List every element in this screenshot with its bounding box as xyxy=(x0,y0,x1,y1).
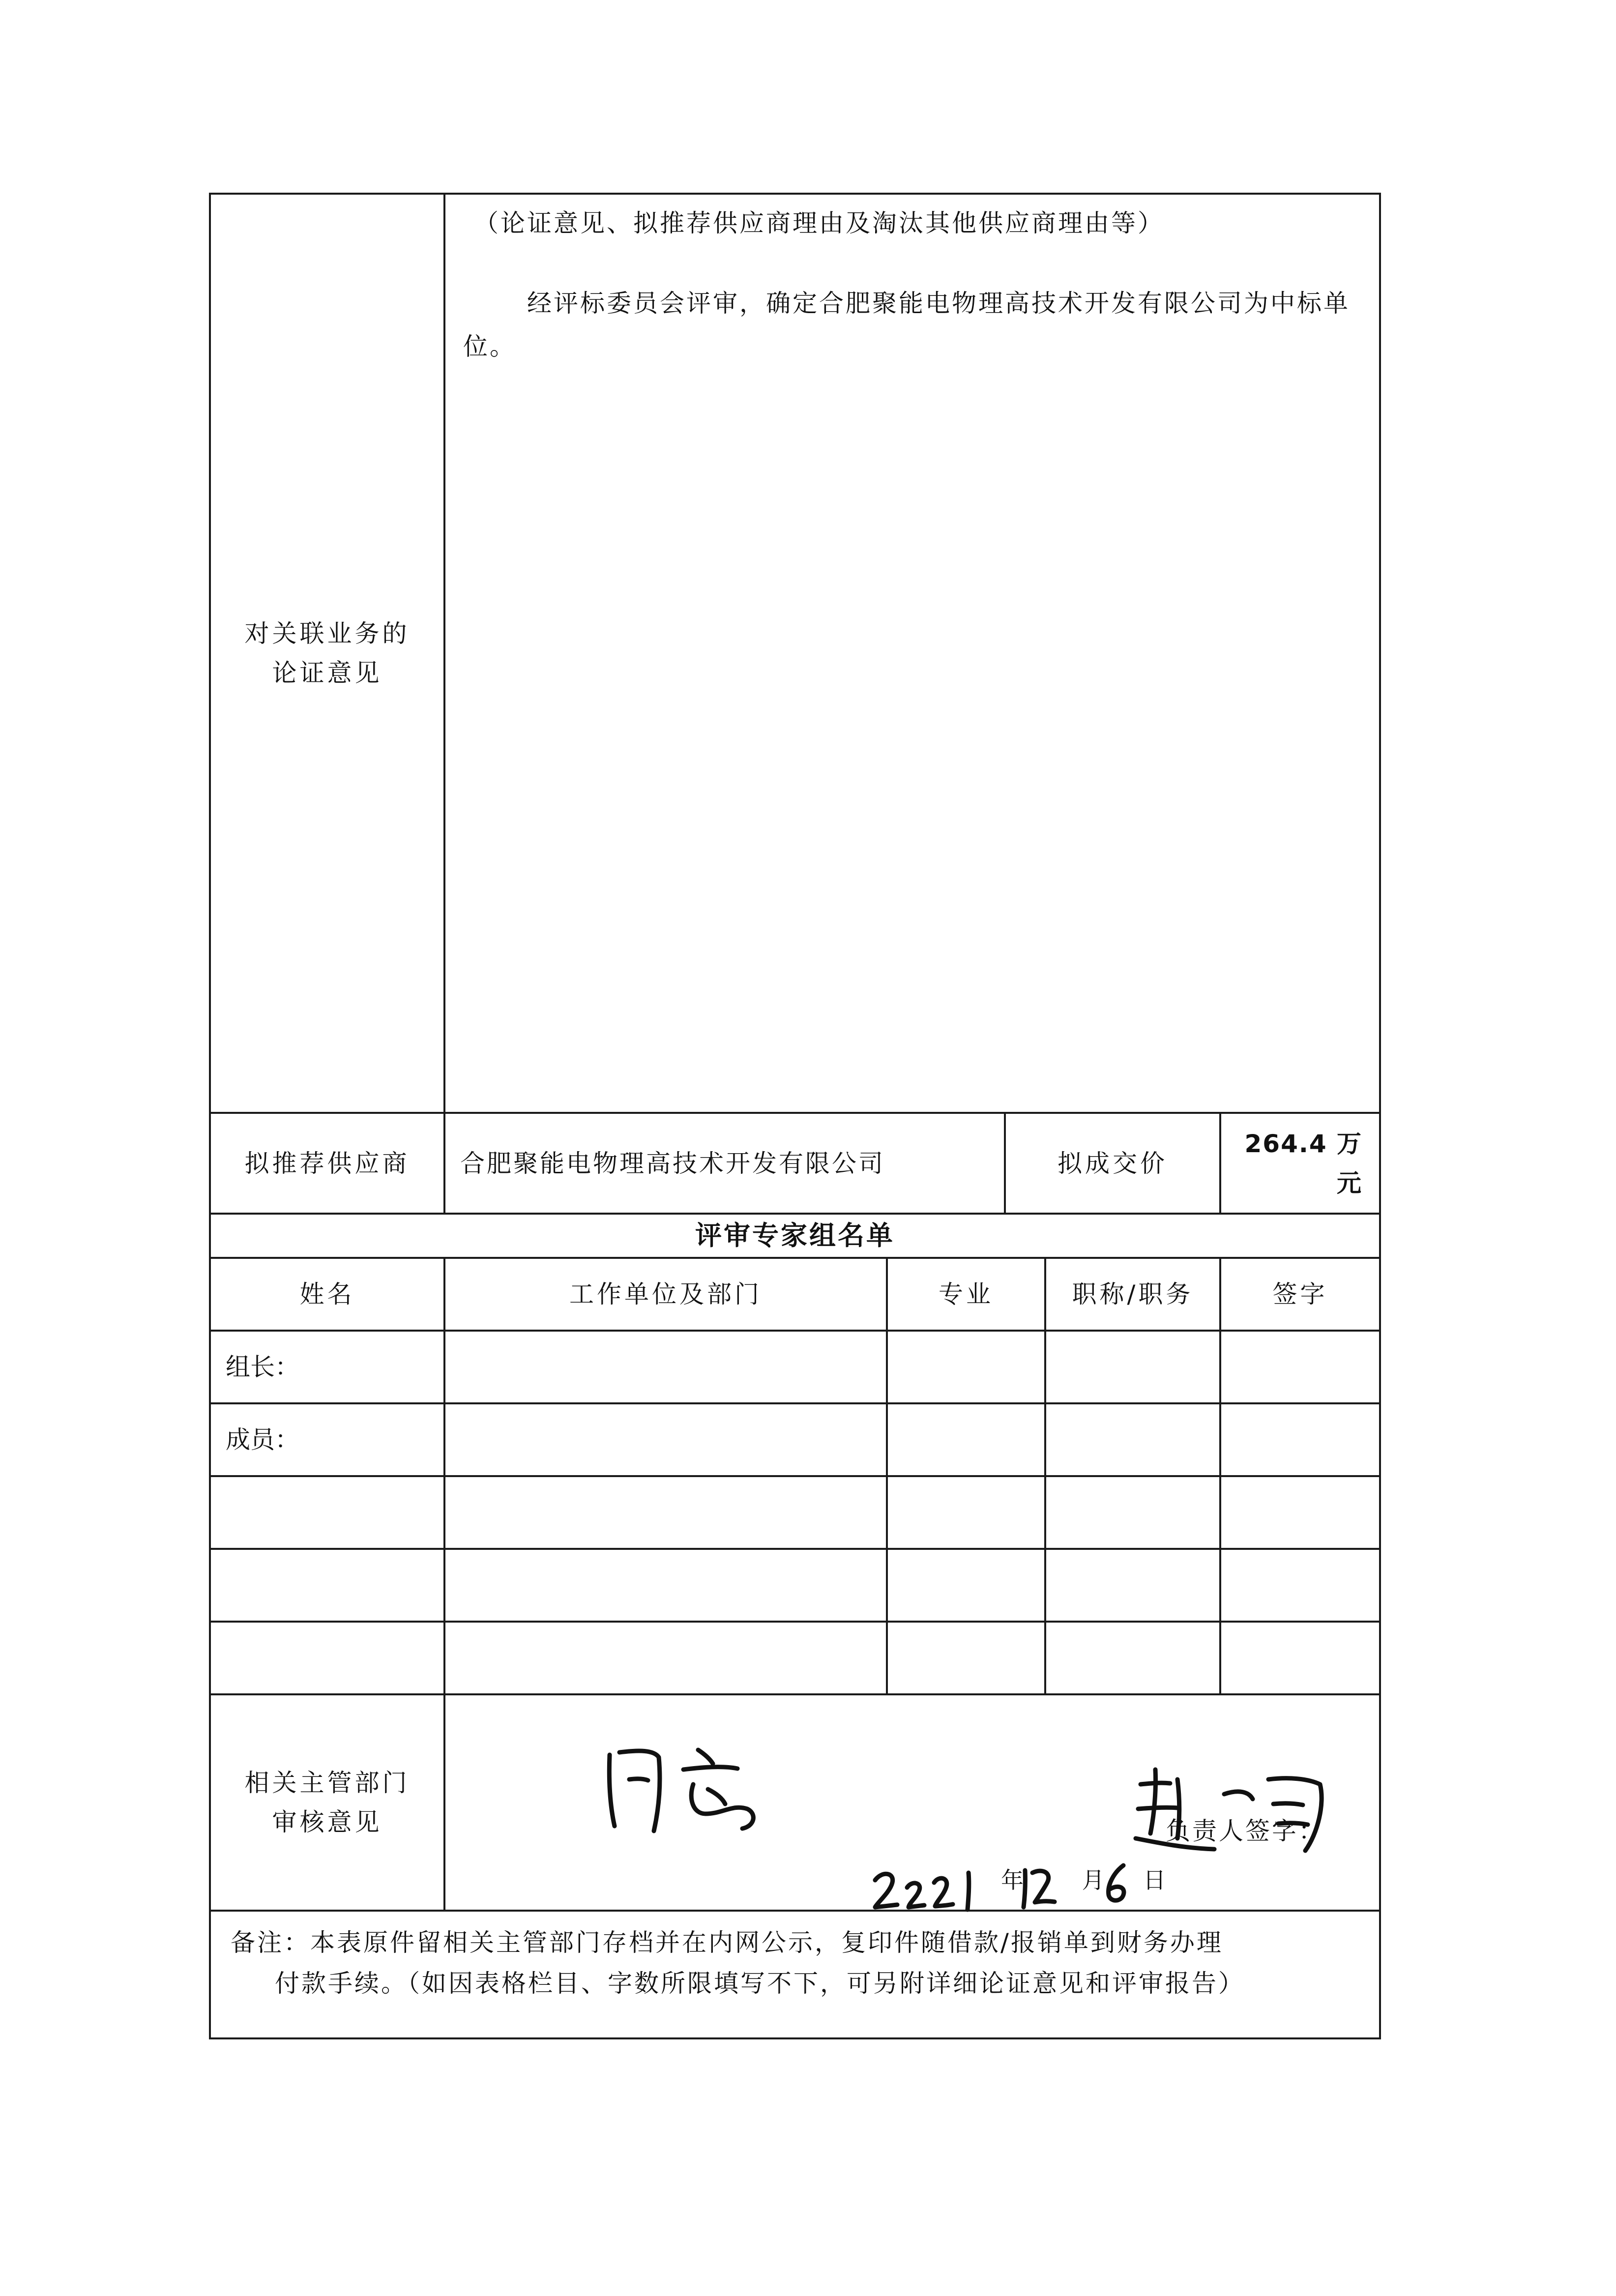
expert-name-cell xyxy=(210,1476,444,1549)
expert-specialty-cell xyxy=(887,1403,1045,1476)
handwritten-opinion-mark xyxy=(600,1740,767,1838)
procurement-approval-form xyxy=(209,193,1381,2039)
expert-signature-cell xyxy=(1220,1476,1380,1549)
opinion-label-line2: 论证意见 xyxy=(272,659,382,687)
expert-row xyxy=(210,1549,1380,1622)
expert-row xyxy=(210,1331,1380,1403)
signer-label: 负责人签字： xyxy=(1166,1817,1325,1846)
handwritten-signature-mark xyxy=(1131,1765,1337,1863)
expert-unit-cell xyxy=(444,1331,887,1403)
expert-unit-cell xyxy=(444,1622,887,1694)
expert-specialty-cell xyxy=(887,1331,1045,1403)
opinion-label-line1: 对关联业务的 xyxy=(244,619,410,648)
handwritten-date-month-mark xyxy=(1018,1865,1057,1910)
expert-signature-cell xyxy=(1220,1549,1380,1622)
header-title: 职称/职务 xyxy=(1045,1258,1220,1331)
expert-signature-cell xyxy=(1220,1622,1380,1694)
expert-unit-cell xyxy=(444,1403,887,1476)
expert-title-cell xyxy=(1045,1331,1220,1403)
date-year-unit: 年 xyxy=(1001,1867,1025,1894)
opinion-label-cell xyxy=(210,194,444,1113)
expert-title-cell xyxy=(1045,1403,1220,1476)
header-name: 姓名 xyxy=(210,1258,444,1331)
date-month-unit: 月 xyxy=(1082,1867,1106,1894)
approval-label-cell xyxy=(210,1694,444,1911)
expert-row xyxy=(210,1622,1380,1694)
expert-signature-cell xyxy=(1220,1331,1380,1403)
price-value: 264.4 万元 xyxy=(1220,1113,1380,1214)
remark-cell xyxy=(210,1911,1380,2038)
header-specialty: 专业 xyxy=(887,1258,1045,1331)
approval-label-line1: 相关主管部门 xyxy=(244,1769,410,1798)
expert-specialty-cell xyxy=(887,1476,1045,1549)
expert-row xyxy=(210,1476,1380,1549)
approval-label-line2: 审核意见 xyxy=(272,1808,382,1837)
opinion-content-cell xyxy=(444,194,1380,1113)
supplier-name: 合肥聚能电物理高技术开发有限公司 xyxy=(444,1113,1005,1214)
remark-line2: 付款手续。（如因表格栏目、字数所限填写不下，可另附详细论证意见和评审报告） xyxy=(275,1969,1245,1998)
expert-specialty-cell xyxy=(887,1622,1045,1694)
expert-unit-cell xyxy=(444,1476,887,1549)
expert-row xyxy=(210,1403,1380,1476)
expert-signature-cell xyxy=(1220,1403,1380,1476)
remark-row xyxy=(210,1911,1380,2038)
remark-line1: 备注：本表原件留相关主管部门存档并在内网公示，复印件随借款/报销单到财务办理 xyxy=(231,1928,1223,1957)
expert-name-cell: 成员： xyxy=(210,1403,444,1476)
header-unit: 工作单位及部门 xyxy=(444,1258,887,1331)
expert-name-cell xyxy=(210,1549,444,1622)
handwritten-date-day-mark xyxy=(1101,1860,1131,1905)
expert-unit-cell xyxy=(444,1549,887,1622)
supplier-row xyxy=(210,1113,1380,1214)
expert-title-cell xyxy=(1045,1622,1220,1694)
experts-header-row xyxy=(210,1258,1380,1331)
handwritten-date-year-mark xyxy=(870,1868,988,1912)
date-day-unit: 日 xyxy=(1143,1867,1167,1894)
price-label: 拟成交价 xyxy=(1005,1113,1220,1214)
experts-title-row xyxy=(210,1214,1380,1258)
experts-title: 评审专家组名单 xyxy=(210,1214,1380,1258)
opinion-hint: （论证意见、拟推荐供应商理由及淘汰其他供应商理由等） xyxy=(474,209,1164,237)
header-signature: 签字 xyxy=(1220,1258,1380,1331)
opinion-row xyxy=(210,194,1380,1113)
supplier-label: 拟推荐供应商 xyxy=(210,1113,444,1214)
opinion-body-text: 经评标委员会评审，确定合肥聚能电物理高技术开发有限公司为中标单位。 xyxy=(463,289,1350,361)
expert-name-cell: 组长： xyxy=(210,1331,444,1403)
expert-specialty-cell xyxy=(887,1549,1045,1622)
expert-title-cell xyxy=(1045,1476,1220,1549)
expert-title-cell xyxy=(1045,1549,1220,1622)
expert-name-cell xyxy=(210,1622,444,1694)
